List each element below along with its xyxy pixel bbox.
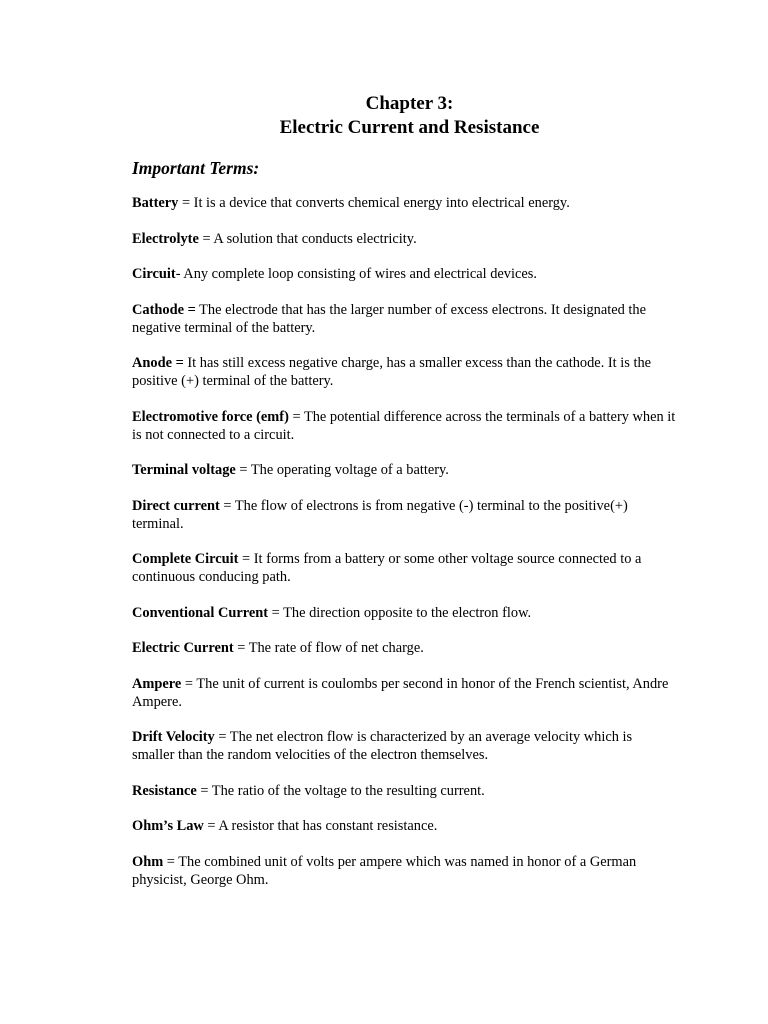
term-definition: = The ratio of the voltage to the resulting current. (196, 782, 485, 799)
term-definition: = The flow of electrons is from negative (-) terminal to the positive(+) terminal. (132, 497, 628, 532)
term-name: Electric Current (132, 640, 234, 656)
term-name: Ampere (132, 675, 182, 692)
term-definition: = It is a device that converts chemical energy into electrical energy. (178, 195, 570, 211)
term-definition: = The unit of current is coulombs per second in honor of the French scientist, Andre Ampere. (132, 675, 669, 710)
term-name: Electromotive force (emf) (132, 408, 289, 425)
document-page (132, 92, 677, 906)
term-name: Complete Circuit (132, 551, 239, 567)
term-definition: = The combined unit of volts per ampere which was named in honor of a German physicist, George Ohm. (132, 853, 637, 888)
term-entry (132, 301, 677, 337)
term-name: Direct current (132, 497, 220, 514)
term-entry (132, 265, 677, 283)
term-name: Terminal voltage (132, 462, 236, 478)
chapter-title: Electric Current and Resistance (279, 117, 540, 138)
term-entry (132, 782, 677, 800)
chapter-label: Chapter 3: (365, 93, 454, 114)
term-entry (132, 604, 677, 622)
term-definition: = A resistor that has constant resistance. (203, 818, 438, 834)
term-entry (132, 194, 677, 212)
term-name: Cathode = (132, 301, 196, 318)
term-entry (132, 230, 677, 248)
document-title (132, 92, 677, 140)
term-entry (132, 497, 677, 533)
term-definition: = The direction opposite to the electron flow. (268, 604, 532, 621)
terms-list (132, 194, 677, 889)
term-entry (132, 639, 677, 657)
term-name: Ohm (132, 853, 164, 870)
term-definition: = The rate of flow of net charge. (233, 640, 424, 656)
term-entry (132, 550, 677, 586)
term-definition: = The potential difference across the terminals of a battery when it is not connected to a circuit. (132, 408, 676, 443)
term-definition: = It forms from a battery or some other voltage source connected to a continuous conducing path. (132, 551, 642, 585)
term-entry (132, 408, 677, 444)
term-entry (132, 354, 677, 390)
term-definition: = The operating voltage of a battery. (235, 462, 449, 478)
term-definition: - Any complete loop consisting of wires and electrical devices. (175, 266, 537, 282)
section-heading: Important Terms: (132, 158, 260, 178)
term-entry (132, 728, 677, 764)
term-definition: = The net electron flow is characterized by an average velocity which is smaller than the random velocities of the electron themselves. (132, 729, 633, 763)
term-definition: = A solution that conducts electricity. (198, 230, 417, 247)
term-entry (132, 675, 677, 711)
term-entry (132, 461, 677, 479)
term-name: Electrolyte (132, 230, 199, 247)
term-name: Resistance (132, 782, 197, 799)
term-definition: The electrode that has the larger number of excess electrons. It designated the negative terminal of the battery. (132, 301, 646, 336)
term-name: Ohm’s Law (132, 818, 204, 834)
term-definition: It has still excess negative charge, has a smaller excess than the cathode. It is the positive (+) terminal of the battery. (132, 355, 652, 389)
term-name: Battery (132, 195, 179, 211)
term-name: Anode = (132, 355, 184, 371)
term-name: Circuit (132, 266, 176, 282)
term-entry (132, 853, 677, 889)
term-entry (132, 817, 677, 835)
term-name: Conventional Current (132, 604, 269, 621)
term-name: Drift Velocity (132, 729, 215, 745)
